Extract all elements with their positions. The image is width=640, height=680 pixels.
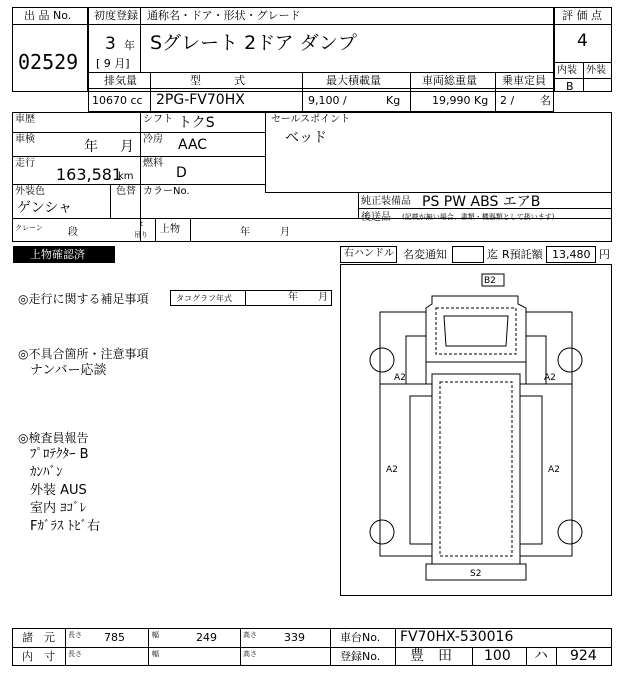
dims-label: 諸 元 — [22, 631, 55, 644]
fuel-label: 燃料 — [143, 158, 163, 169]
inspector-line: ｶﾝﾊﾞﾝ — [30, 465, 63, 480]
upper-confirm-text: 上物確認済 — [30, 248, 85, 261]
defect-text: ナンバー応談 — [30, 363, 107, 378]
max-load-unit: Kg — [386, 94, 401, 107]
inspection-label: 車検 — [15, 134, 35, 145]
recycle-label: R預託額 — [502, 248, 543, 261]
height-label: 高さ — [243, 631, 257, 639]
ac: AAC — [178, 137, 208, 153]
body-label: 上物 — [160, 224, 180, 235]
retrofit-note: (記載が無い場合、書類・機器類として扱います) — [402, 213, 555, 221]
damage-mark: A2 — [548, 465, 560, 475]
score: 4 — [577, 31, 588, 51]
inner-length-label: 長さ — [68, 650, 82, 658]
crane-hang: 吊り — [134, 231, 148, 239]
shift: トクS — [178, 115, 215, 131]
inspection-month: 月 — [120, 139, 134, 155]
recycle-unit: 円 — [599, 248, 610, 261]
body-month: 月 — [280, 227, 290, 238]
capacity-label: 乗車定員 — [502, 74, 546, 87]
recycle-amount: 13,480 — [552, 248, 591, 261]
color-number-label: カラーNo. — [143, 186, 190, 197]
sales-point: ベッド — [285, 130, 327, 146]
inspector-line: Fｶﾞﾗｽ ﾄﾋﾞ右 — [30, 519, 101, 534]
first-registration-year: 3 — [105, 34, 116, 54]
first-registration-month: [ 9 月] — [96, 57, 130, 70]
chassis-number: FV70HX-530016 — [400, 629, 514, 645]
gross-weight-label: 車両総重量 — [422, 74, 477, 87]
return-mark: 迄 — [487, 248, 498, 261]
registration-area: 豊 田 — [410, 648, 452, 664]
inspector-line: ﾌﾟﾛﾃｸﾀｰ B — [30, 447, 89, 462]
max-load: 9,100 / — [308, 94, 347, 107]
supplement-title: ◎走行に関する補足事項 — [18, 292, 149, 306]
capacity: 2 / — [500, 94, 515, 107]
tacho-year: 年 — [288, 292, 298, 303]
score-label: 評 価 点 — [562, 9, 602, 22]
height: 339 — [284, 631, 305, 644]
length: 785 — [104, 631, 125, 644]
inner-width-label: 幅 — [152, 650, 159, 658]
year-unit: 年 — [124, 39, 135, 52]
color-label: 外装色 — [15, 186, 45, 197]
crane-tons: t — [140, 220, 143, 228]
inner-height-label: 高さ — [243, 650, 257, 658]
gross-weight: 19,990 Kg — [432, 94, 489, 107]
name-grade-label: 通称名・ドア・形状・グレード — [147, 9, 301, 22]
width-label: 幅 — [152, 631, 159, 639]
ownership-notice-box — [452, 246, 484, 263]
displacement: 10670 cc — [92, 94, 143, 107]
tacho-label: タコグラフ年式 — [176, 294, 232, 303]
tacho-month: 月 — [318, 292, 328, 303]
damage-mark: A2 — [544, 373, 556, 383]
fuel: D — [176, 165, 187, 181]
inspection-year: 年 — [84, 139, 98, 155]
chassis-label: 車台No. — [340, 631, 381, 644]
inspector-title: ◎検査員報告 — [18, 431, 89, 445]
max-load-label: 最大積載量 — [326, 74, 381, 87]
inspector-line: 外装 AUS — [30, 483, 87, 498]
ac-label: 冷房 — [143, 134, 163, 145]
lot-number-label: 出 品 No. — [24, 9, 72, 22]
retrofit-label: 後送品 — [361, 212, 391, 223]
first-registration-label: 初度登録 — [94, 9, 138, 22]
interior-label: 内装 — [557, 65, 577, 76]
registration-kana: ハ — [534, 648, 548, 664]
interior-grade: B — [566, 80, 574, 93]
capacity-unit: 名 — [540, 94, 551, 107]
inner-dims-label: 内 寸 — [22, 650, 55, 663]
exterior-label: 外装 — [586, 65, 606, 76]
sales-point-label: セールスポイント — [271, 114, 351, 125]
crane-step: 段 — [68, 227, 78, 238]
lot-number: 02529 — [18, 50, 79, 74]
inspector-line: 室内 ﾖｺﾞﾚ — [30, 501, 87, 516]
body-year: 年 — [240, 227, 250, 238]
right-handle: 右ハンドル — [344, 248, 394, 259]
equipment: PS PW ABS エアB — [422, 194, 541, 210]
equipment-label: 純正装備品 — [361, 196, 411, 207]
shift-label: シフト — [143, 114, 173, 125]
width: 249 — [196, 631, 217, 644]
registration-class: 100 — [484, 648, 511, 664]
mileage-unit: km — [118, 171, 134, 182]
ownership-notice-label: 名変通知 — [403, 248, 447, 261]
damage-mark: A2 — [386, 465, 398, 475]
model-code-label: 型 式 — [190, 74, 245, 87]
model-code: 2PG-FV70HX — [156, 92, 245, 108]
length-label: 長さ — [68, 631, 82, 639]
color-change-label: 色替 — [116, 186, 136, 197]
mileage: 163,581 — [56, 165, 123, 184]
damage-mark: S2 — [470, 569, 482, 579]
defect-title: ◎不具合箇所・注意事項 — [18, 347, 149, 361]
crane-label: クレーン — [15, 224, 43, 232]
displacement-label: 排気量 — [104, 74, 137, 87]
mileage-label: 走行 — [15, 158, 35, 169]
registration-number: 924 — [570, 648, 597, 664]
model-name: Sグレート 2ドア ダンプ — [150, 32, 357, 54]
color: ゲンシャ — [17, 200, 73, 216]
history-label: 車歴 — [15, 114, 35, 125]
damage-mark: B2 — [484, 276, 496, 286]
damage-mark: A2 — [394, 373, 406, 383]
registration-label: 登録No. — [340, 650, 381, 663]
vehicle-diagram — [340, 264, 612, 596]
